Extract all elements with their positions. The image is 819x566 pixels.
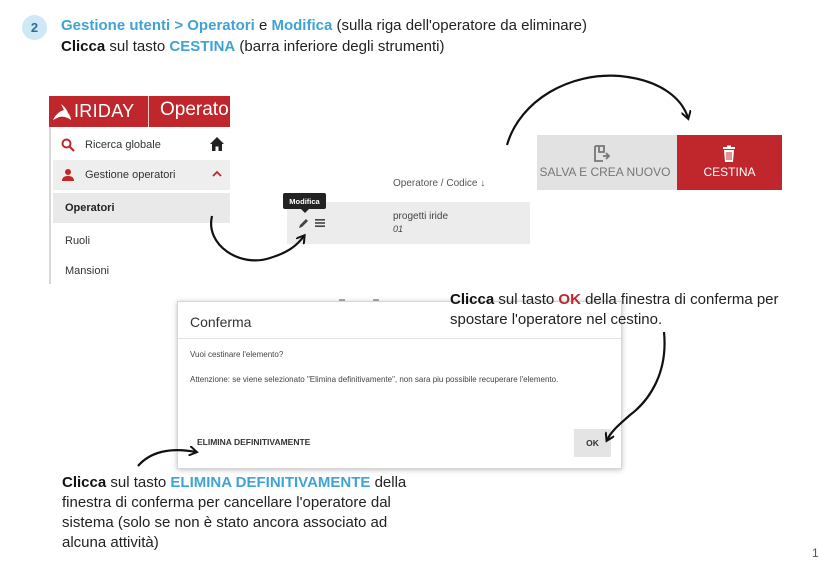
- column-header-operatore-codice[interactable]: Operatore / Codice ↓: [393, 178, 486, 189]
- sidebar-item-label: Operatori: [65, 202, 115, 214]
- nav-path-text: Gestione utenti > Operatori: [61, 17, 255, 34]
- connector-text: sul tasto: [106, 474, 171, 491]
- gestione-operatori-label: Gestione operatori: [85, 169, 176, 181]
- connector-text: sul tasto: [105, 38, 170, 55]
- connector-text: sul tasto: [494, 291, 559, 308]
- connector-text: e: [254, 17, 272, 34]
- module-title: Operato: [160, 99, 229, 120]
- row-operator-name: progetti iride: [393, 211, 449, 222]
- dialog-title: Conferma: [190, 314, 252, 330]
- arrow-note-to-delete: [138, 450, 196, 466]
- click-text: Clicca: [61, 38, 106, 55]
- brand-name: IRIDAY: [74, 101, 135, 121]
- row-operator-code: 01: [393, 224, 404, 234]
- click-text: Clicca: [450, 291, 495, 308]
- delete-permanently-text: ELIMINA DEFINITIVAMENTE: [170, 474, 371, 491]
- arrow-row-to-toolbar: [507, 76, 688, 145]
- modifica-text: Modifica: [271, 17, 333, 34]
- dialog-warning: Attenzione: se viene selezionato "Elimina definitivamente", non sara piu possibile recuperare l'elemento.: [190, 375, 559, 384]
- explanation-text: della finestra di conferma per cancellare l'operatore dal sistema (solo se non è stato ancora associato ad alcuna attività): [62, 474, 407, 551]
- save-and-new-label: SALVA E CREA NUOVO: [539, 165, 671, 179]
- ok-button[interactable]: OK: [574, 429, 611, 457]
- page-number: 1: [812, 546, 819, 560]
- step-number-badge: 2: [22, 15, 47, 40]
- ok-text: OK: [558, 291, 581, 308]
- trash-label: CESTINA: [703, 165, 756, 179]
- dialog-question: Vuoi cestinare l'elemento?: [190, 350, 284, 359]
- sidebar-item-label: Ruoli: [65, 235, 91, 247]
- delete-permanently-button[interactable]: ELIMINA DEFINITIVAMENTE: [197, 437, 311, 447]
- modifica-tooltip: Modifica: [283, 193, 326, 209]
- sidebar-item-label: Mansioni: [65, 265, 110, 277]
- click-text: Clicca: [62, 474, 107, 491]
- hint-text: (sulla riga dell'operatore da eliminare): [332, 17, 587, 34]
- cestina-text: CESTINA: [169, 38, 236, 55]
- arrow-note-to-ok: [607, 332, 665, 440]
- hint-text: (barra inferiore degli strumenti): [235, 38, 445, 55]
- explanation-text: della finestra di conferma per spostare l'operatore nel cestino.: [450, 291, 779, 328]
- global-search-label: Ricerca globale: [85, 139, 161, 151]
- arrow-operatori-to-row: [211, 216, 304, 260]
